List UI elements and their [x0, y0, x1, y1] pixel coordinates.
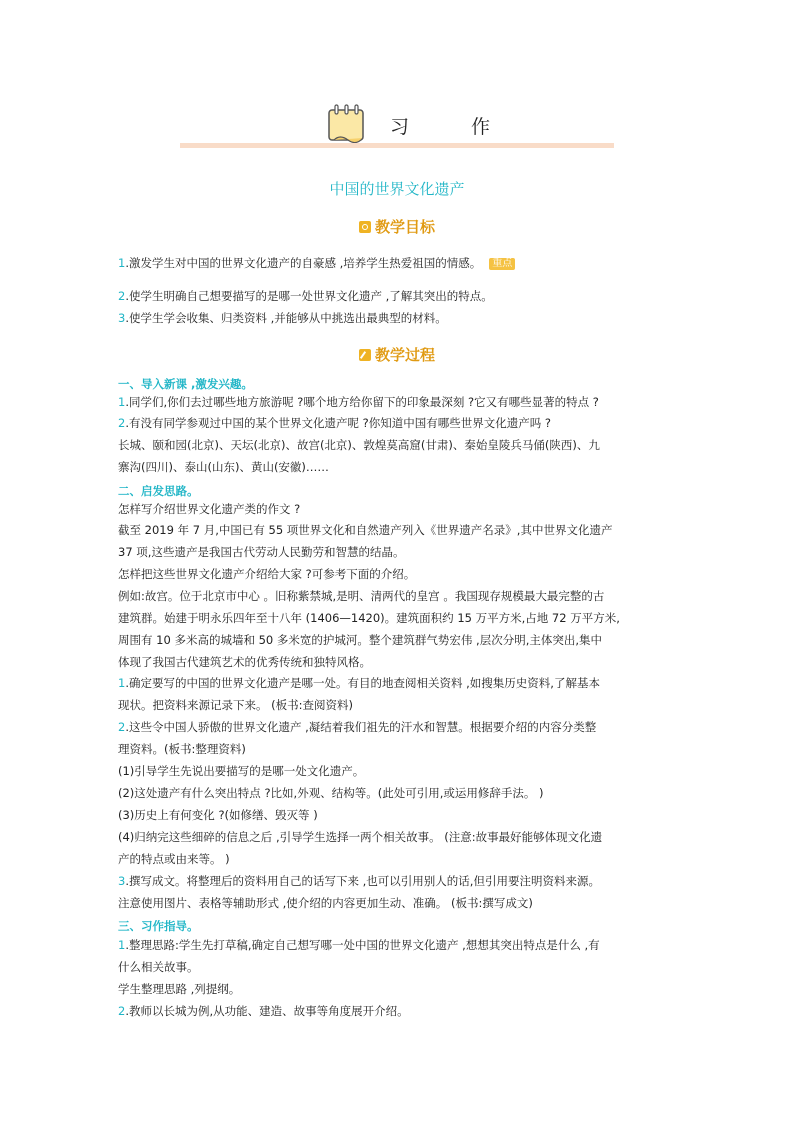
- sub-item: (3)历史上有何变化 ?(如修缮、毁灭等 ): [118, 808, 318, 822]
- step-2: 2.这些令中国人骄傲的世界文化遗产 ,凝结着我们祖先的汗水和智慧。根据要介绍的内容分类整: [118, 720, 597, 734]
- sub-item: 产的特点或由来等。 ): [118, 852, 230, 866]
- guide-1-continued: 学生整理思路 ,列提纲。: [118, 982, 241, 996]
- paragraph-line: 例如:故宫。位于北京市中心 。旧称紫禁城,是明、清两代的皇宫 。我国现存规模最大最完整的古: [118, 589, 605, 603]
- notepad-icon: [326, 104, 368, 144]
- heritage-list: 长城、颐和园(北京)、天坛(北京)、故宫(北京)、敦煌莫高窟(甘肃)、秦始皇陵兵马俑(陕西)、九: [118, 438, 600, 452]
- goal-item: 3.使学生学会收集、归类资料 ,并能够从中挑选出最典型的材料。: [118, 311, 447, 325]
- paragraph-line: 37 项,这些遗产是我国古代劳动人民勤劳和智慧的结晶。: [118, 545, 405, 559]
- guide-1: 1.整理思路:学生先打草稿,确定自己想写哪一处中国的世界文化遗产 ,想想其突出特点是什么 ,有: [118, 938, 600, 952]
- part3-title: 三、习作指导。: [118, 919, 199, 933]
- paragraph-line: 周围有 10 多米高的城墙和 50 多米宽的护城河。整个建筑群气势宏伟 ,层次分明,主体突出,集中: [118, 633, 603, 647]
- paragraph-line: 体现了我国古代建筑艺术的优秀传统和独特风格。: [118, 655, 371, 669]
- guide-2: 2.教师以长城为例,从功能、建造、故事等角度展开介绍。: [118, 1004, 409, 1018]
- sub-item: (2)这处遗产有什么突出特点 ?比如,外观、结构等。(此处可引用,或运用修辞手法。 ): [118, 786, 544, 800]
- goals-heading: 教学目标: [0, 216, 794, 237]
- header-title: 习 作: [390, 116, 519, 138]
- question-2: 2.有没有同学参观过中国的某个世界文化遗产呢 ?你知道中国有哪些世界文化遗产吗 ?: [118, 416, 551, 430]
- header-divider: [180, 143, 614, 148]
- step-3: 3.撰写成文。将整理后的资料用自己的话写下来 ,也可以引用别人的话,但引用要注明资料来源。: [118, 874, 600, 888]
- document-title: 中国的世界文化遗产: [329, 180, 465, 198]
- step-1-continued: 现状。把资料来源记录下来。 (板书:查阅资料): [118, 698, 354, 712]
- goal-item: 1.激发学生对中国的世界文化遗产的自豪感 ,培养学生热爱祖国的情感。 重点: [118, 256, 515, 270]
- paragraph-line: 怎样写介绍世界文化遗产类的作文 ?: [118, 502, 301, 516]
- page-header: [180, 100, 614, 152]
- guide-1-continued: 什么相关故事。: [118, 960, 199, 974]
- sub-item: (4)归纳完这些细碎的信息之后 ,引导学生选择一两个相关故事。 (注意:故事最好能够体现文化遗: [118, 830, 603, 844]
- key-point-badge: 重点: [489, 258, 515, 270]
- heritage-list: 寨沟(四川)、泰山(山东)、黄山(安徽)……: [118, 460, 329, 474]
- question-1: 1.同学们,你们去过哪些地方旅游呢 ?哪个地方给你留下的印象最深刻 ?它又有哪些显著的特点 ?: [118, 395, 599, 409]
- paragraph-line: 建筑群。始建于明永乐四年至十八年 (1406—1420)。建筑面积约 15 万平方米,占地 72 万平方米,: [118, 611, 620, 625]
- sub-item: (1)引导学生先说出要描写的是哪一处文化遗产。: [118, 764, 365, 778]
- step-1: 1.确定要写的中国的世界文化遗产是哪一处。有目的地查阅相关资料 ,如搜集历史资料,了解基本: [118, 676, 600, 690]
- paragraph-line: 怎样把这些世界文化遗产介绍给大家 ?可参考下面的介绍。: [118, 567, 416, 581]
- part2-title: 二、启发思路。: [118, 484, 199, 498]
- step-2-continued: 理资料。(板书:整理资料): [118, 742, 246, 756]
- target-icon: [359, 221, 371, 233]
- pencil-icon: [359, 349, 371, 361]
- step-3-continued: 注意使用图片、表格等辅助形式 ,使介绍的内容更加生动、准确。 (板书:撰写成文): [118, 896, 533, 910]
- paragraph-line: 截至 2019 年 7 月,中国已有 55 项世界文化和自然遗产列入《世界遗产名录》,其中世界文化遗产: [118, 523, 613, 537]
- goal-item: 2.使学生明确自己想要描写的是哪一处世界文化遗产 ,了解其突出的特点。: [118, 289, 493, 303]
- process-heading: 教学过程: [0, 344, 794, 365]
- part1-title: 一、导入新课 ,激发兴趣。: [118, 377, 253, 391]
